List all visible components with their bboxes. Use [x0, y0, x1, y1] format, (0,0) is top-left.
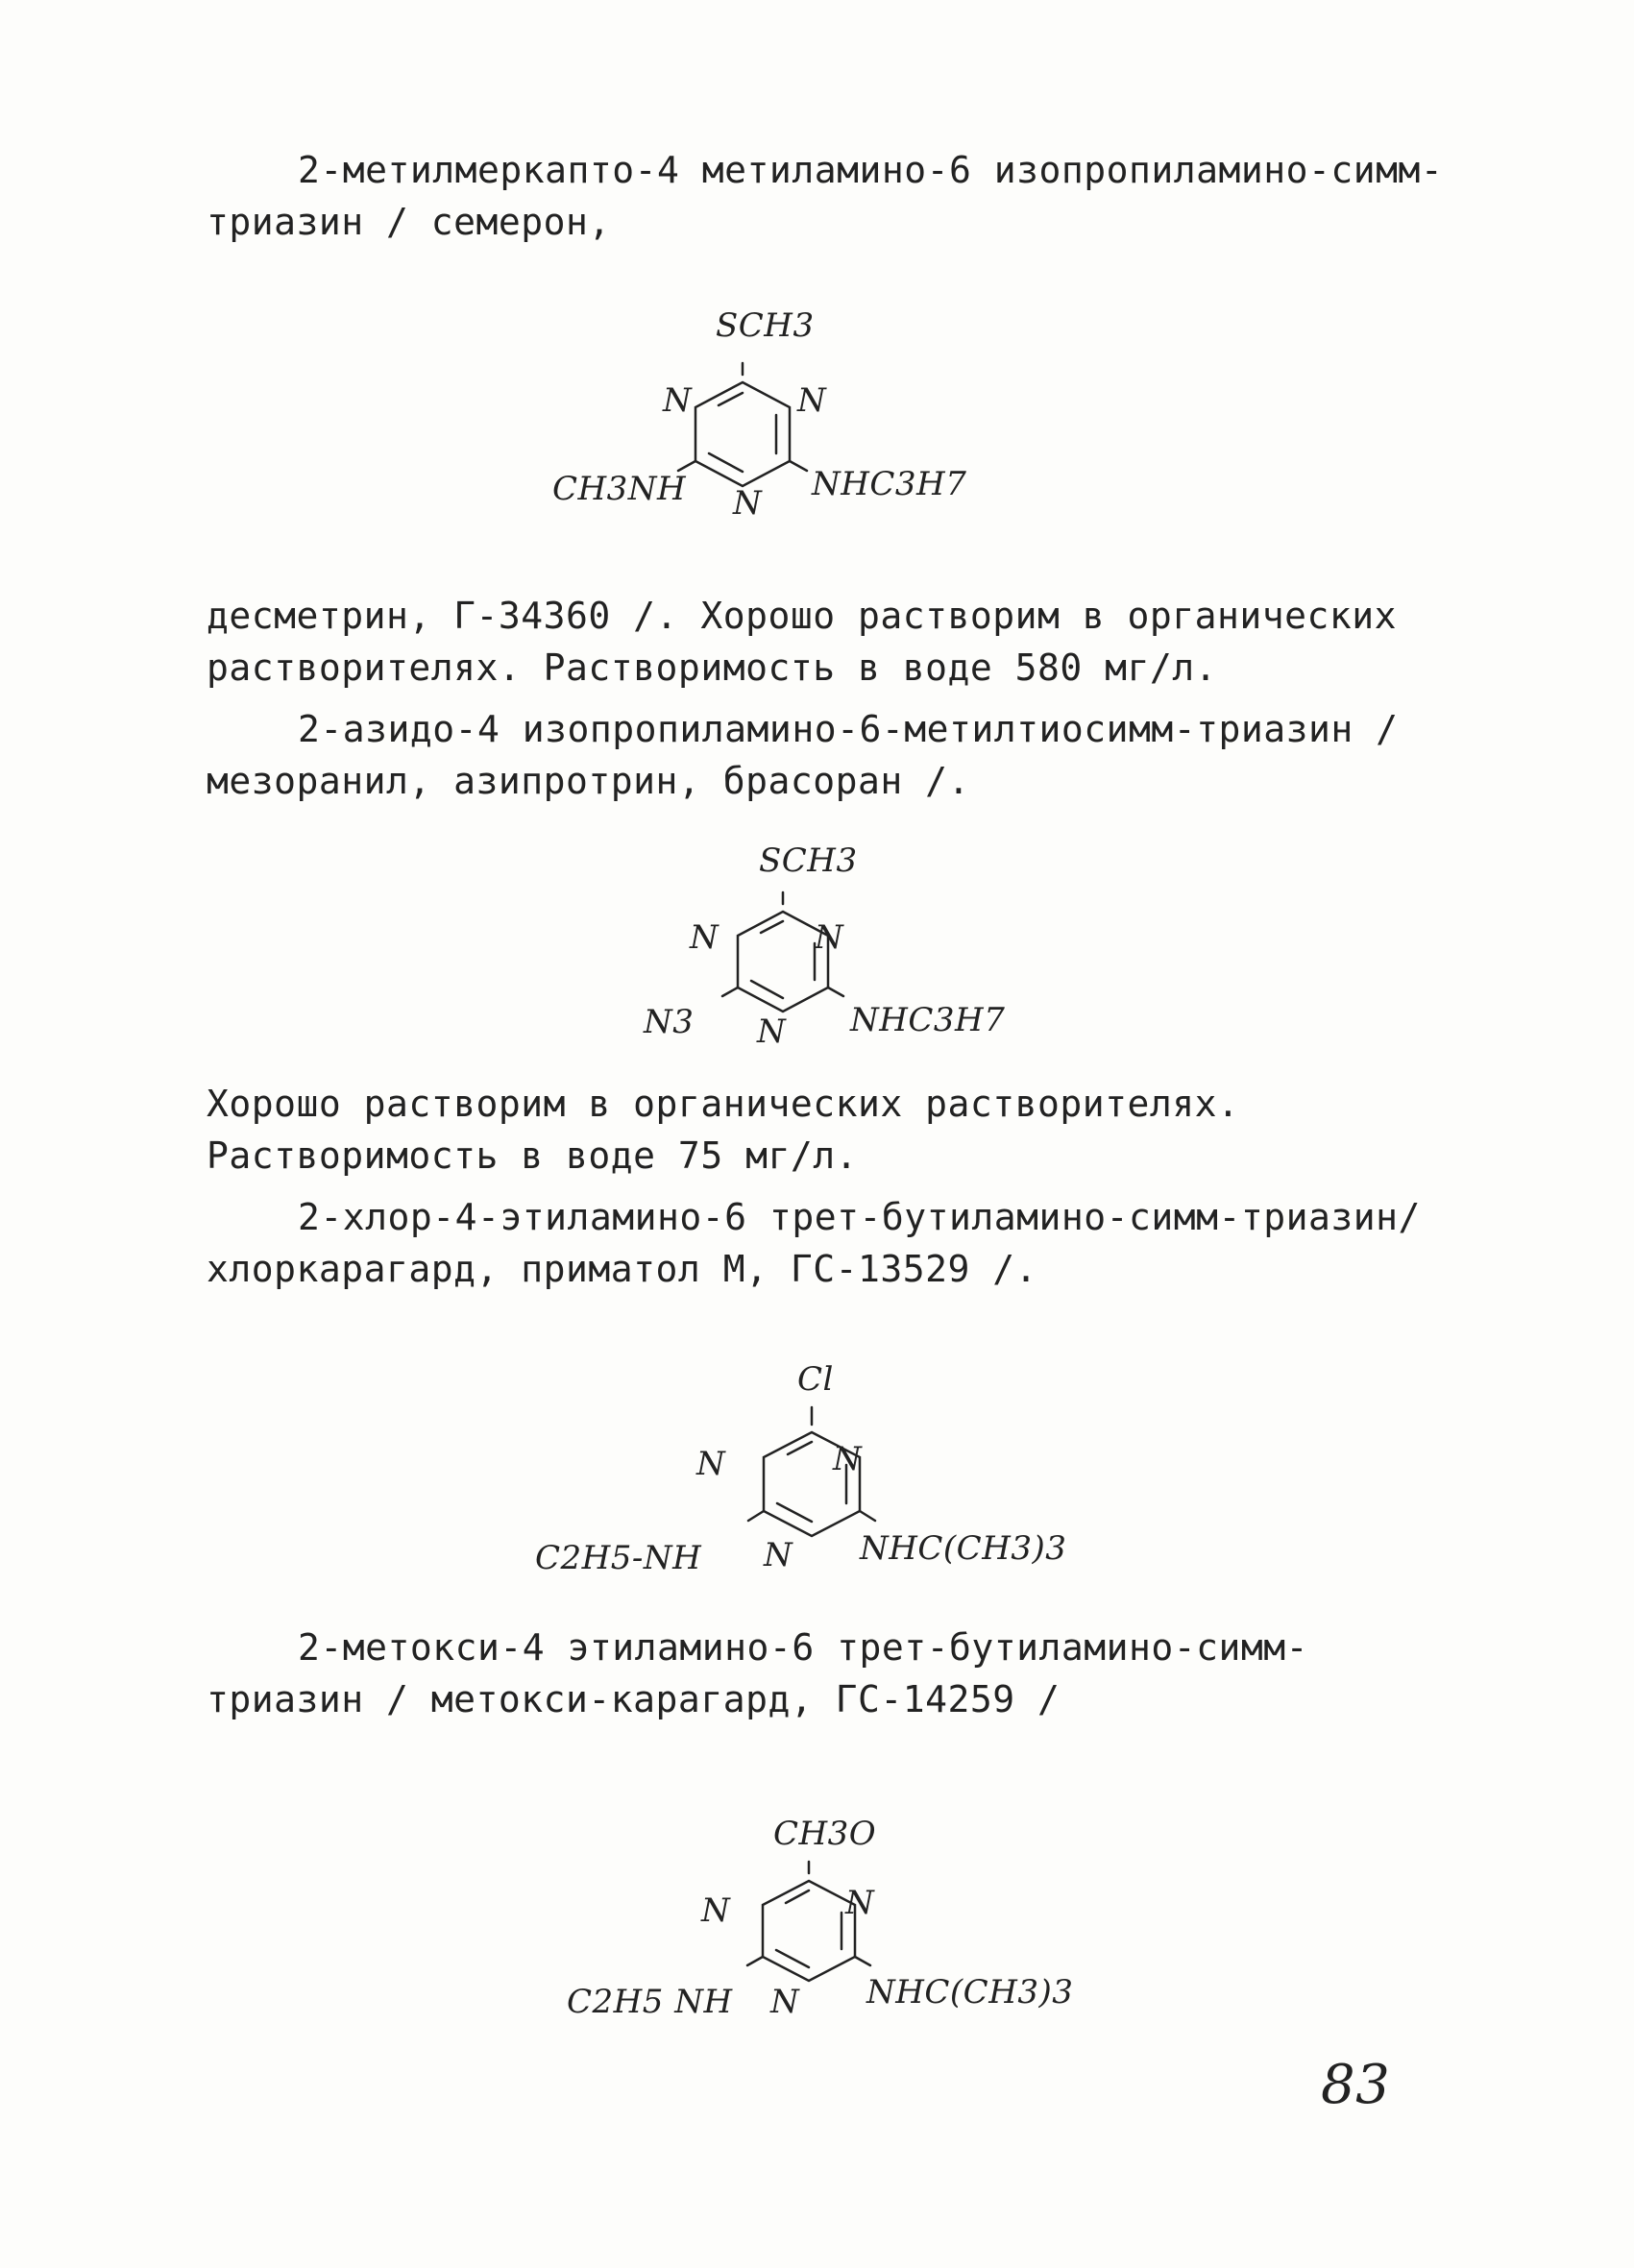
- ring-nitrogen: N: [701, 1891, 731, 1930]
- structure-semeron-svg: [538, 298, 1037, 528]
- paragraph-chlorkaragard: 2-хлор-4-этиламино-6 трет-бутиламино-симм-триазин/хлоркарагард, приматол М, ГС-13529 /.: [207, 1196, 1421, 1290]
- structure-chlorkaragard: [524, 1350, 1100, 1590]
- structure-aziprotryn-svg: [615, 831, 1037, 1052]
- ring-nitrogen: N: [663, 381, 693, 420]
- ring-nitrogen: N: [815, 918, 844, 957]
- double-bond: [777, 1503, 812, 1522]
- bond: [828, 988, 843, 996]
- substituent-right: NHC(CH3)3: [860, 1529, 1067, 1568]
- ring-nitrogen: N: [833, 1440, 863, 1478]
- structure-chlorkaragard-svg: [524, 1350, 1100, 1590]
- double-bond: [776, 1950, 809, 1967]
- paragraph-semeron: 2-метилмеркапто-4 метиламино-6 изопропиламино-симм-триазин / семерон,: [207, 149, 1444, 243]
- structure-methoxykaragard-svg: [557, 1806, 1095, 2027]
- page-number: 83: [1321, 2054, 1391, 2116]
- substituent-top: CH3O: [773, 1815, 877, 1853]
- structure-aziprotryn: [615, 831, 1037, 1052]
- substituent-top: SCH3: [759, 841, 858, 880]
- structure-semeron: [538, 298, 1037, 528]
- substituent-top: SCH3: [716, 306, 815, 345]
- ring-nitrogen: N: [797, 381, 827, 420]
- paragraph-aziprotryn: 2-азидо-4 изопропиламино-6-метилтиосимм-триазин / мезоранил, азипротрин, брасоран /.: [207, 708, 1421, 802]
- ring-nitrogen: N: [690, 918, 719, 957]
- substituent-left: CH3NH: [552, 470, 687, 508]
- paragraph-aziprotryn-solubility: Хорошо растворим в органических растворителях. Растворимость в воде 75 мг/л.: [207, 1083, 1262, 1177]
- substituent-left: N3: [644, 1003, 695, 1041]
- ring-nitrogen: N: [757, 1012, 787, 1051]
- double-bond: [709, 453, 743, 472]
- substituent-left: C2H5-NH: [535, 1539, 702, 1577]
- bond: [860, 1511, 875, 1521]
- substituent-left: C2H5 NH: [567, 1983, 733, 2021]
- bond: [722, 988, 738, 996]
- paragraph-methoxykaragard: 2-метокси-4 этиламино-6 трет-бутиламино-симм-триазин / метокси-карагард, ГС-14259 /: [207, 1626, 1309, 1720]
- ring-nitrogen: N: [696, 1445, 726, 1483]
- structure-methoxykaragard: [557, 1806, 1095, 2027]
- substituent-top: Cl: [797, 1360, 834, 1399]
- ring-nitrogen: N: [845, 1884, 875, 1922]
- paragraph-desmetryn: десметрин, Г-34360 /. Хорошо растворим в органических растворителях. Растворимость в воде 580 мг/л.: [207, 595, 1420, 689]
- substituent-right: NHC(CH3)3: [866, 1973, 1074, 2012]
- ring-nitrogen: N: [733, 484, 763, 523]
- ring-nitrogen: N: [764, 1536, 793, 1574]
- ring-nitrogen: N: [770, 1983, 800, 2021]
- double-bond: [719, 393, 743, 405]
- substituent-right: NHC3H7: [850, 1001, 1006, 1039]
- bond: [748, 1511, 764, 1521]
- bond: [790, 461, 807, 471]
- double-bond: [751, 981, 783, 998]
- bond: [855, 1957, 870, 1965]
- substituent-right: NHC3H7: [812, 465, 967, 503]
- bond: [747, 1957, 763, 1965]
